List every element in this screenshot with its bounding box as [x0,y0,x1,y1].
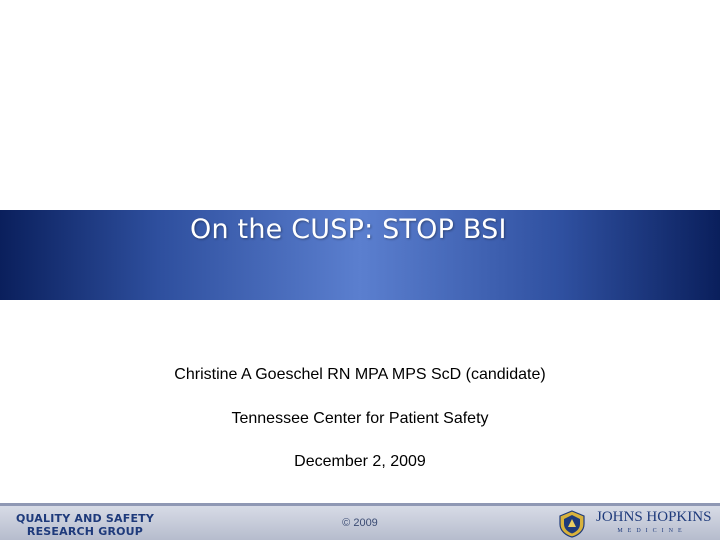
johns-hopkins-shield-icon [558,510,586,538]
johns-hopkins-logo-text: JOHNS HOPKINS [596,509,712,525]
organization-name: Tennessee Center for Patient Safety [231,410,489,427]
presentation-date: December 2, 2009 [294,453,426,470]
presenter-name: Christine A Goeschel RN MPA MPS ScD (candidate) [174,366,546,383]
copyright-text: © 2009 [342,517,378,529]
research-group-line1: QUALITY AND SAFETY [15,512,155,525]
slide-title: On the CUSP: STOP BSI [190,214,507,245]
johns-hopkins-logo-subtitle: MEDICINE [617,528,687,534]
footer-bar [0,503,720,540]
research-group-line2: RESEARCH GROUP [26,525,144,538]
